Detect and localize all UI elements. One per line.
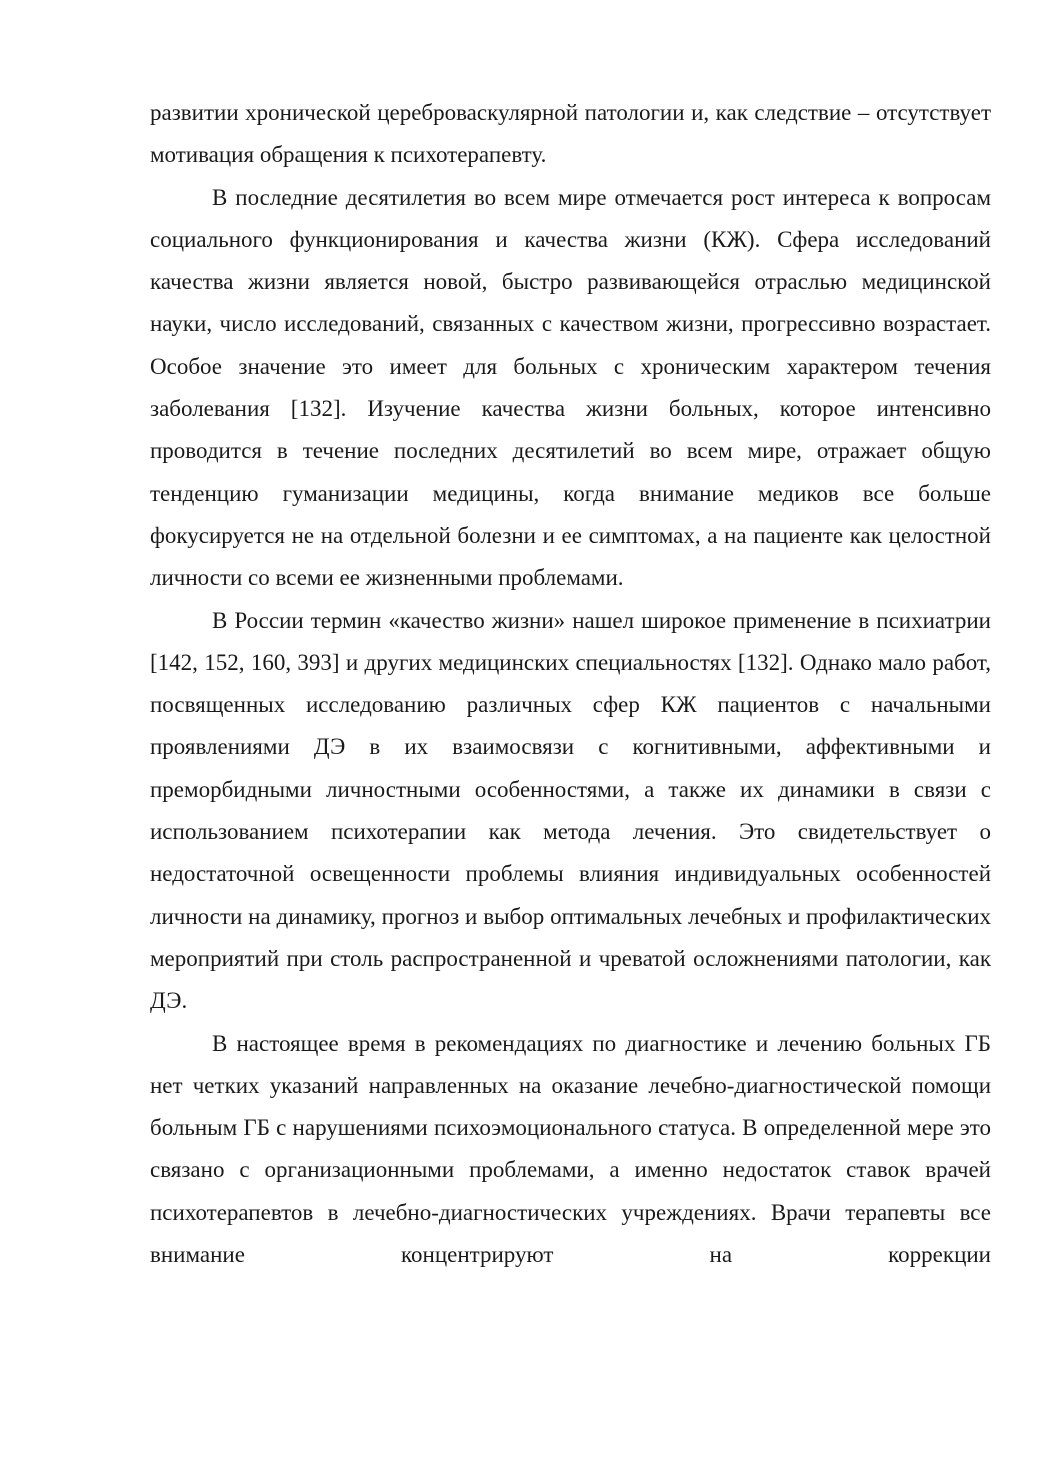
paragraph-3: В России термин «качество жизни» нашел широкое применение в психиатрии [142, 152, 160, 393] и других медицинских специальностях [132]. Однако мало работ, посвященных исследованию различных сфер КЖ пациентов с начальными проявлениями ДЭ в их взаимосвязи с когнитивными, аффективными и преморбидными личностными особенностями, а также их динамики в связи с использованием психотерапии как метода лечения. Это свидетельствует о недостаточной освещенности проблемы влияния индивидуальных особенностей личности на динамику, прогноз и выбор оптимальных лечебных и профилактических мероприятий при столь распространенной и чреватой осложнениями патологии, как ДЭ. [150, 607, 991, 1014]
document-page [150, 92, 991, 1276]
paragraph-1: развитии хронической цереброваскулярной патологии и, как следствие – отсутствует мотивация обращения к психотерапевту. [150, 100, 991, 168]
paragraph-2: В последние десятилетия во всем мире отмечается рост интереса к вопросам социального функционирования и качества жизни (КЖ). Сфера исследований качества жизни является новой, быстро развивающейся отраслью медицинской науки, число исследований, связанных с качеством жизни, прогрессивно возрастает. Особое значение это имеет для больных с хроническим характером течения заболевания [132]. Изучение качества жизни больных, которое интенсивно проводится в течение последних десятилетий во всем мире, отражает общую тенденцию гуманизации медицины, когда внимание медиков все больше фокусируется не на отдельной болезни и ее симптомах, а на пациенте как целостной личности со всеми ее жизненными проблемами. [150, 184, 991, 591]
paragraph-4: В настоящее время в рекомендациях по диагностике и лечению больных ГБ нет четких указаний направленных на оказание лечебно-диагностической помощи больным ГБ с нарушениями психоэмоционального статуса. В определенной мере это связано с организационными проблемами, а именно недостаток ставок врачей психотерапевтов в лечебно-диагностических учреждениях. Врачи терапевты все внимание концентрируют на коррекции [150, 1030, 991, 1268]
